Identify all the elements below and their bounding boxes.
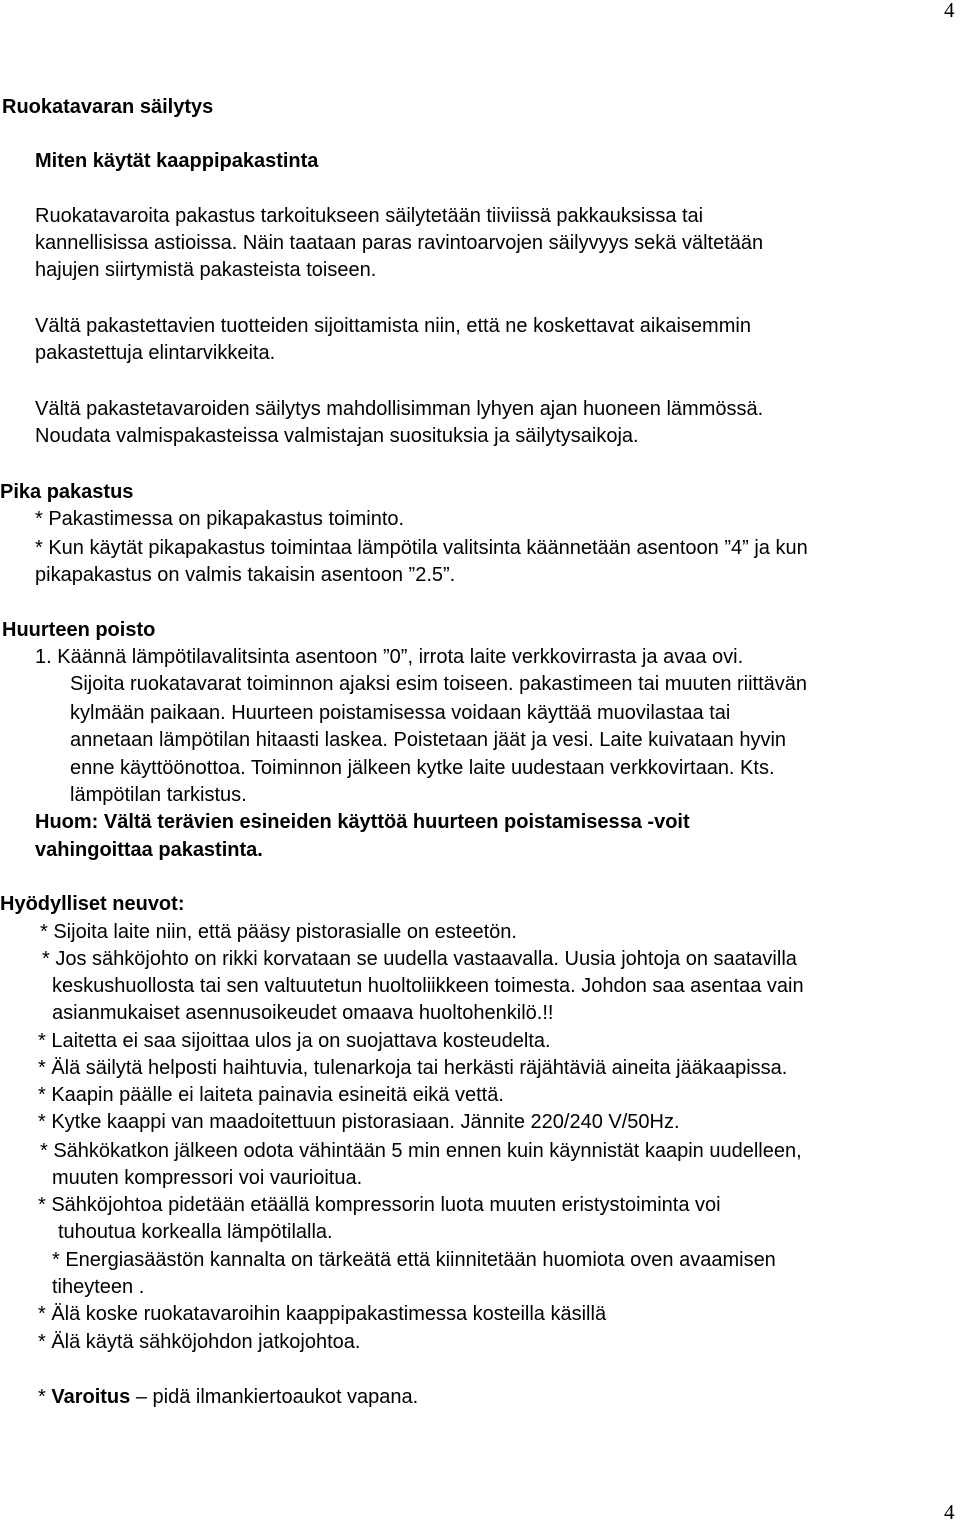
paragraph-line: annetaan lämpötilan hitaasti laskea. Poistetaan jäät ja vesi. Laite kuivataan hyvin	[70, 729, 787, 751]
paragraph-line: muuten kompressori voi vaurioitua.	[52, 1167, 363, 1189]
list-item: * Sähköjohtoa pidetään etäällä kompressorin luota muuten eristystoiminta voi	[38, 1194, 721, 1216]
page-number-top: 4	[944, 0, 955, 22]
list-item: * Älä säilytä helposti haihtuvia, tulenarkoja tai herkästi räjähtäviä aineita jääkaapissa.	[38, 1057, 788, 1079]
warning-text: Huom: Vältä terävien esineiden käyttöä huurteen poistamisessa -voit	[35, 811, 690, 833]
paragraph-line: asianmukaiset asennusoikeudet omaava huoltohenkilö.!!	[52, 1002, 554, 1024]
paragraph-line: Noudata valmispakasteissa valmistajan suosituksia ja säilytysaikoja.	[35, 425, 639, 447]
paragraph-line: hajujen siirtymistä pakasteista toiseen.	[35, 259, 377, 281]
list-item: * Jos sähköjohto on rikki korvataan se uudella vastaavalla. Uusia johtoja on saatavilla	[42, 948, 797, 970]
page-number-bottom: 4	[944, 1500, 955, 1524]
paragraph-line: enne käyttöönottoa. Toiminnon jälkeen kytke laite uudestaan verkkovirtaan. Kts.	[70, 757, 775, 779]
paragraph-line: Ruokatavaroita pakastus tarkoitukseen säilytetään tiiviissä pakkauksissa tai	[35, 205, 704, 227]
list-item: * Energiasäästön kannalta on tärkeätä että kiinnitetään huomiota oven avaamisen	[52, 1249, 776, 1271]
page-title: Ruokatavaran säilytys	[2, 96, 214, 118]
paragraph-line: kannellisissa astioissa. Näin taataan paras ravintoarvojen säilyvyys sekä vältetään	[35, 232, 764, 254]
list-item: pikapakastus on valmis takaisin asentoon ”2.5”.	[35, 564, 456, 586]
paragraph-line: tuhoutua korkealla lämpötilalla.	[58, 1221, 333, 1243]
list-item: * Älä käytä sähköjohdon jatkojohtoa.	[38, 1331, 361, 1353]
paragraph-line: Vältä pakastettavien tuotteiden sijoittamista niin, että ne koskettavat aikaisemmin	[35, 315, 751, 337]
list-item: * Älä koske ruokatavaroihin kaappipakastimessa kosteilla käsillä	[38, 1303, 607, 1325]
paragraph-line: lämpötilan tarkistus.	[70, 784, 247, 806]
list-item: * Kun käytät pikapakastus toimintaa lämpötila valitsinta käännetään asentoon ”4” ja kun	[35, 537, 808, 559]
paragraph-line: Vältä pakastetavaroiden säilytys mahdollisimman lyhyen ajan huoneen lämmössä.	[35, 398, 764, 420]
warning-line	[38, 1385, 418, 1409]
paragraph-line: keskushuollosta tai sen valtuutetun huoltoliikkeen toimesta. Johdon saa asentaa vain	[52, 975, 804, 997]
warning-star: *	[38, 1386, 52, 1408]
paragraph-line: kylmään paikaan. Huurteen poistamisessa voidaan käyttää muovilastaa tai	[70, 702, 731, 724]
section-heading-huurre: Huurteen poisto	[2, 619, 156, 641]
warning-text: – pidä ilmankiertoaukot vapana.	[130, 1386, 419, 1408]
list-item: * Sijoita laite niin, että pääsy pistorasialle on esteetön.	[40, 921, 517, 943]
section-heading-neuvot: Hyödylliset neuvot:	[0, 893, 185, 915]
section-heading-kaappipakastin: Miten käytät kaappipakastinta	[35, 150, 319, 172]
list-item: * Kytke kaappi van maadoitettuun pistorasiaan. Jännite 220/240 V/50Hz.	[38, 1111, 680, 1133]
list-item: 1. Käännä lämpötilavalitsinta asentoon ”0”, irrota laite verkkovirrasta ja avaa ovi.	[35, 646, 744, 668]
list-item: * Sähkökatkon jälkeen odota vähintään 5 min ennen kuin käynnistät kaapin uudelleen,	[40, 1140, 802, 1162]
warning-text: vahingoittaa pakastinta.	[35, 839, 263, 861]
paragraph-line: pakastettuja elintarvikkeita.	[35, 342, 276, 364]
paragraph-line: tiheyteen .	[52, 1276, 145, 1298]
list-item: * Pakastimessa on pikapakastus toiminto.	[35, 508, 405, 530]
section-heading-pika: Pika pakastus	[0, 481, 134, 503]
list-item: * Kaapin päälle ei laiteta painavia esineitä eikä vettä.	[38, 1084, 504, 1106]
warning-label: Varoitus	[51, 1386, 131, 1408]
list-item: * Laitetta ei saa sijoittaa ulos ja on suojattava kosteudelta.	[38, 1030, 551, 1052]
paragraph-line: Sijoita ruokatavarat toiminnon ajaksi esim toiseen. pakastimeen tai muuten riittävän	[70, 673, 808, 695]
